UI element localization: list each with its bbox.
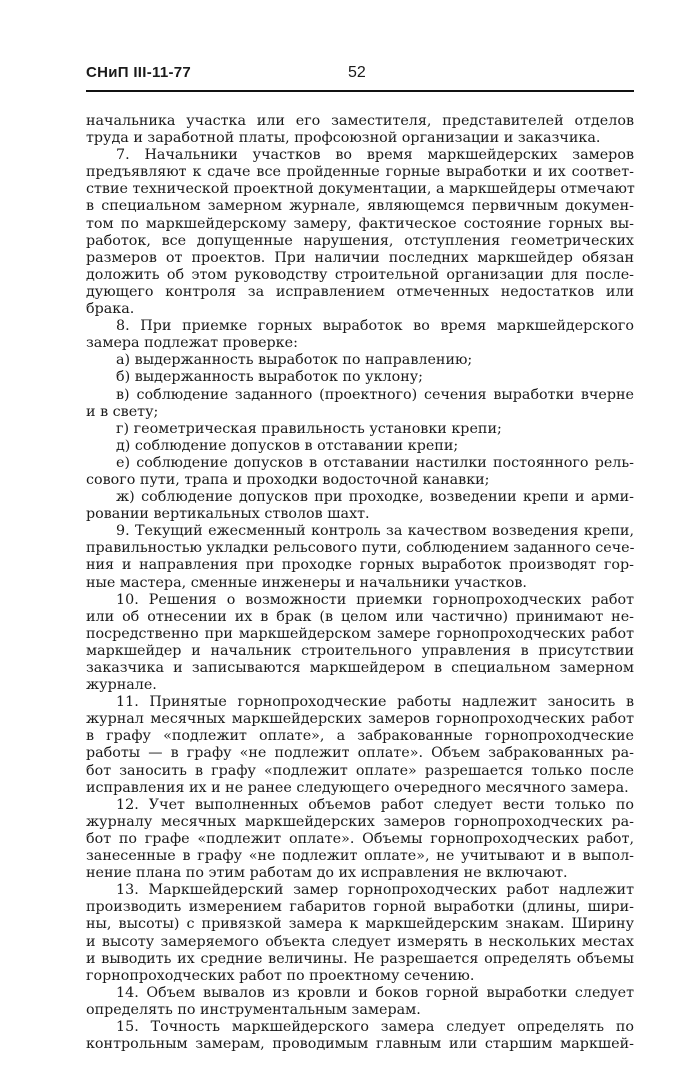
text-line: ствие технической проектной документации, а маркшейдеры отмечают (86, 181, 635, 198)
text-line: начальника участка или его заместителя, представителей отделов (86, 113, 634, 129)
text-line: д) соблюдение допусков в отставании крепи; (116, 437, 459, 454)
text-line: контрольным замерам, проводимым главным или старшим маркшей- (86, 1036, 634, 1053)
text-line: 11. Принятые горнопроходческие работы надлежит заносить в (116, 694, 634, 711)
text-line: горнопроходческих работ по проектному сечению. (86, 967, 475, 984)
text-line: замера подлежат проверке: (86, 335, 298, 352)
text-line: 8. При приемке горных выработок во время маркшейдерского (116, 318, 634, 335)
text-line: работок, все допущенные нарушения, отступления геометрических (86, 232, 634, 249)
text-line: или об отнесении их в брак (в целом или частично) принимают не- (86, 608, 634, 625)
text-line: доложить об этом руководству строительной организации для после- (86, 266, 634, 283)
document-code: СНиП III-11-77 (86, 64, 192, 81)
text-line: и выводить их средние величины. Не разрешается определять объемы (86, 950, 634, 967)
text-line: а) выдержанность выработок по направлению; (116, 352, 473, 369)
text-line: сового пути, трапа и проходки водосточной канавки; (86, 471, 490, 488)
text-line: исправления их и не ранее следующего очередного месячного замера. (86, 779, 629, 796)
text-line: занесенные в графу «не подлежит оплате», не учитывают и в выпол- (86, 848, 634, 865)
text-line: труда и заработной платы, профсоюзной организации и заказчика. (86, 130, 601, 147)
text-line: заказчика и записываются маркшейдером в специальном замерном (86, 660, 634, 676)
text-line: правильностью укладки рельсового пути, соблюдением заданного сече- (86, 540, 635, 557)
text-line: 13. Маркшейдерский замер горнопроходческих работ надлежит (116, 882, 634, 899)
header-rule (86, 90, 634, 92)
text-line: 7. Начальники участков во время маркшейдерских замеров (116, 147, 634, 164)
text-line: том по маркшейдерскому замеру, фактическое состояние горных вы- (86, 215, 634, 232)
text-line: 12. Учет выполненных объемов работ следует вести только по (116, 796, 634, 813)
text-line: в графу «подлежит оплате», а забракованные горнопроходческие (86, 728, 634, 745)
text-line: журнале. (86, 677, 157, 694)
text-line: и высоту замеряемого объекта следует измерять в нескольких местах (86, 933, 634, 950)
text-line: ния и направления при проходке горных выработок производят гор- (86, 557, 634, 574)
text-line: журналу месячных маркшейдерских замеров горнопроходческих ра- (86, 813, 634, 830)
text-line: журнал месячных маркшейдерских замеров горнопроходческих работ (86, 711, 634, 728)
text-line: 14. Объем вывалов из кровли и боков горной выработки следует (116, 984, 634, 1001)
text-line: 15. Точность маркшейдерского замера следует определять по (116, 1018, 634, 1035)
text-line: работы — в графу «не подлежит оплате». Объем забракованных ра- (86, 745, 634, 762)
text-line: брака. (86, 301, 135, 318)
text-line: определять по инструментальным замерам. (86, 1001, 421, 1018)
text-line: бот по графе «подлежит оплате». Объемы горнопроходческих работ, (86, 830, 634, 847)
text-line: 10. Решения о возможности приемки горнопроходческих работ (116, 591, 634, 608)
text-line: предъявляют к сдаче все пройденные горные выработки и их соответ- (86, 164, 634, 181)
text-line: ж) соблюдение допусков при проходке, возведении крепи и арми- (116, 489, 634, 506)
text-line: 9. Текущий ежесменный контроль за качеством возведения крепи, (116, 523, 634, 540)
page-header (86, 64, 634, 88)
text-line: и в свету; (86, 403, 159, 420)
text-line: нение плана по этим работам до их исправления не включают. (86, 865, 568, 882)
body-text (86, 113, 634, 1053)
text-line: бот заносить в графу «подлежит оплате» разрешается только после (86, 762, 634, 779)
text-line: производить измерением габаритов горной выработки (длины, шири- (86, 899, 634, 916)
text-line: маркшейдер и начальник строительного управления в присутствии (86, 642, 634, 659)
text-line: ные мастера, сменные инженеры и начальники участков. (86, 574, 527, 591)
text-line: ны, высоты) с привязкой замера к маркшейдерским знакам. Ширину (86, 916, 634, 933)
text-line: посредственно при маркшейдерском замере горнопроходческих работ (86, 625, 634, 642)
text-line: б) выдержанность выработок по уклону; (116, 369, 423, 386)
text-line: ровании вертикальных стволов шахт. (86, 506, 370, 523)
text-line: е) соблюдение допусков в отставании настилки постоянного рель- (116, 454, 634, 471)
page-number: 52 (348, 64, 366, 81)
text-line: в специальном замерном журнале, являющемся первичным докумен- (86, 198, 634, 215)
text-line: размеров от проектов. При наличии последних маркшейдер обязан (86, 249, 634, 266)
text-line: дующего контроля за исправлением отмеченных недостатков или (86, 283, 634, 300)
text-line: г) геометрическая правильность установки крепи; (116, 420, 502, 437)
text-line: в) соблюдение заданного (проектного) сечения выработки вчерне (116, 386, 634, 403)
